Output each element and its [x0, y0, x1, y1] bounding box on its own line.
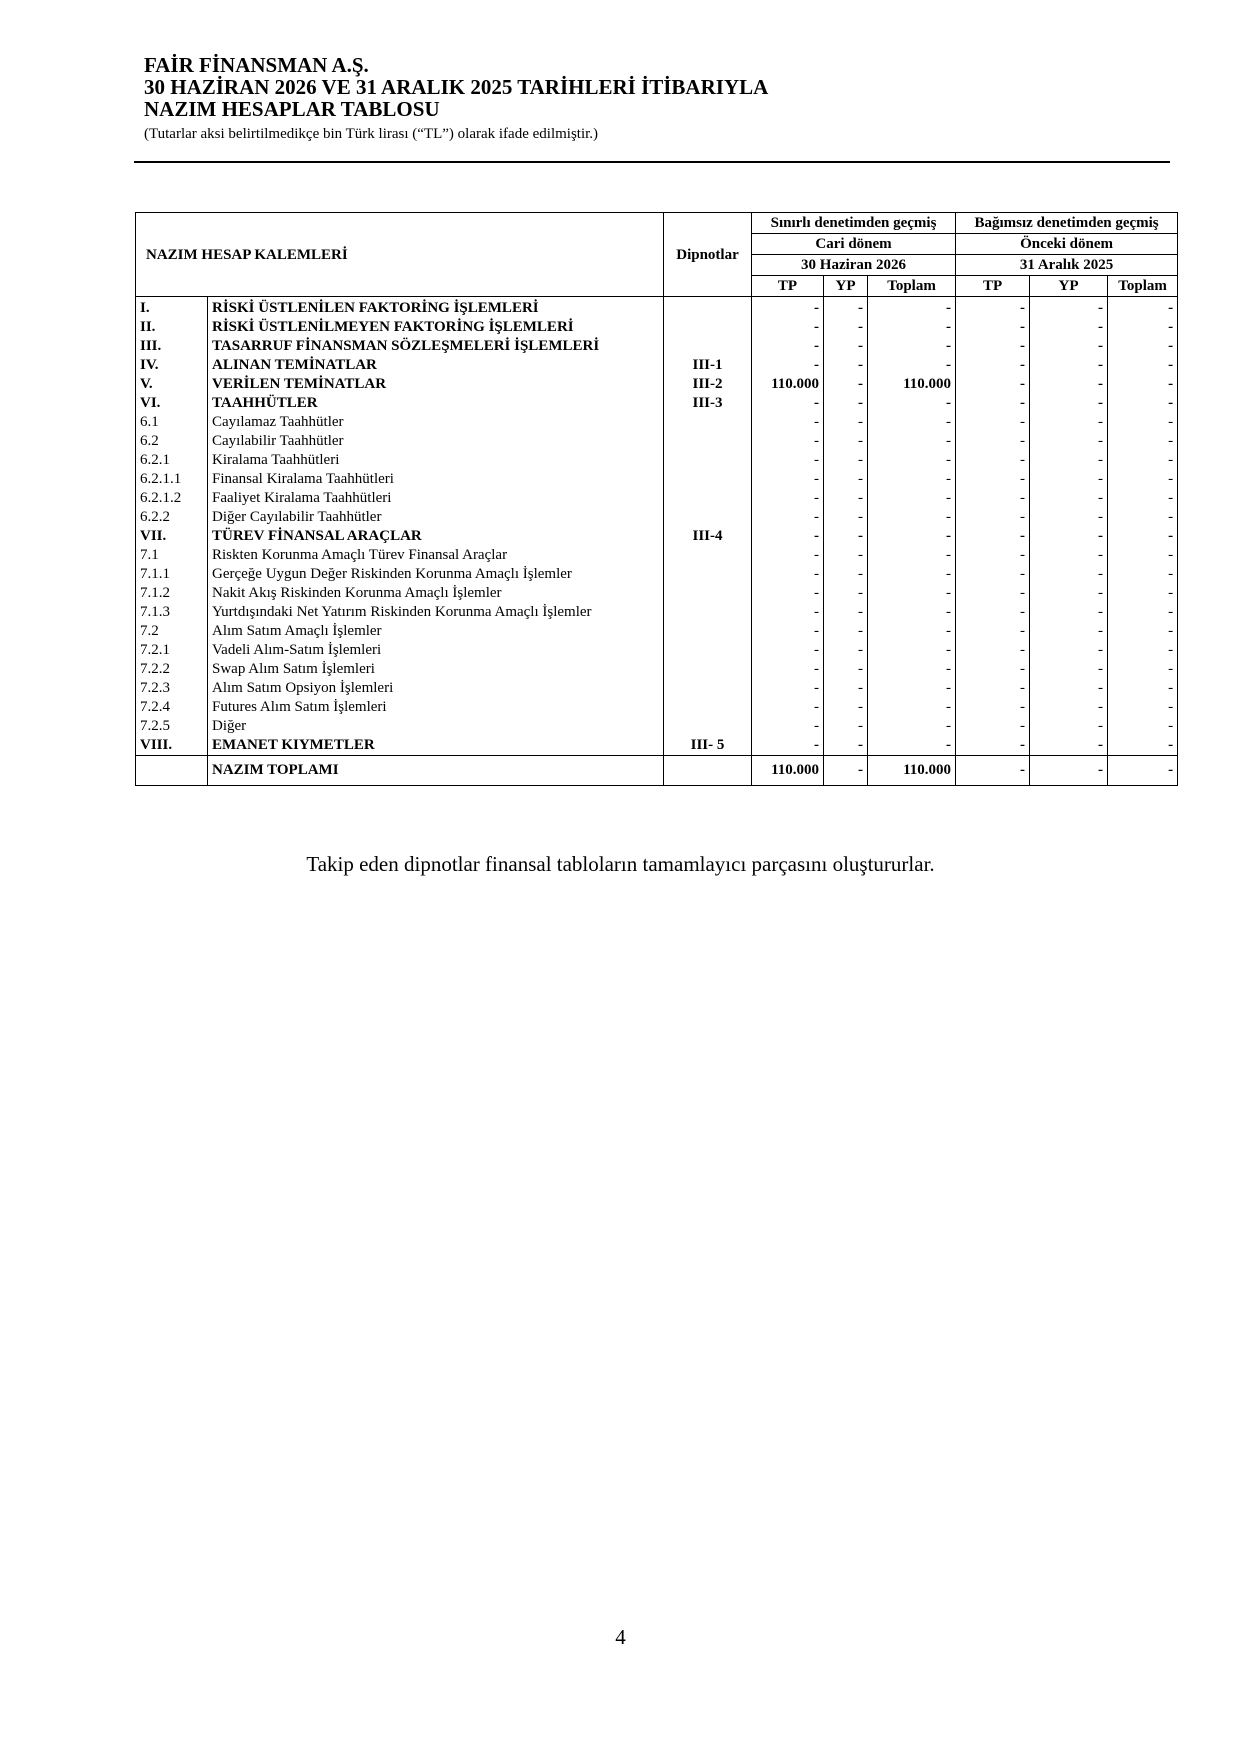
row-note	[664, 297, 752, 319]
total-value: 110.000	[868, 756, 956, 786]
row-note	[664, 641, 752, 660]
table-row	[136, 565, 1178, 584]
row-value: -	[868, 470, 956, 489]
prior-period-header: Önceki dönem	[956, 234, 1178, 255]
row-value: -	[752, 432, 824, 451]
statement-dates: 30 HAZİRAN 2026 VE 31 ARALIK 2025 TARİHLERİ İTİBARIYLA	[144, 75, 769, 99]
row-code: I.	[136, 297, 208, 319]
table-row	[136, 375, 1178, 394]
row-value: -	[824, 297, 868, 319]
row-note	[664, 432, 752, 451]
row-code: IV.	[136, 356, 208, 375]
prior-audit-header: Bağımsız denetimden geçmiş	[956, 213, 1178, 234]
row-code: 7.2.5	[136, 717, 208, 736]
row-value: -	[1108, 527, 1178, 546]
prior-date-header: 31 Aralık 2025	[956, 255, 1178, 276]
row-value: -	[956, 356, 1030, 375]
table-row	[136, 470, 1178, 489]
row-value: -	[752, 451, 824, 470]
row-code: VIII.	[136, 736, 208, 756]
row-value: -	[1108, 318, 1178, 337]
row-label: TASARRUF FİNANSMAN SÖZLEŞMELERİ İŞLEMLERİ	[208, 337, 664, 356]
table-row	[136, 489, 1178, 508]
row-value: -	[752, 546, 824, 565]
row-value: -	[868, 413, 956, 432]
row-value: -	[1108, 394, 1178, 413]
table-row	[136, 318, 1178, 337]
row-note: III-2	[664, 375, 752, 394]
row-value: -	[868, 660, 956, 679]
row-label: Kiralama Taahhütleri	[208, 451, 664, 470]
row-code: 7.2	[136, 622, 208, 641]
table-row	[136, 660, 1178, 679]
row-note	[664, 565, 752, 584]
off-balance-sheet-table	[135, 212, 1178, 786]
row-value: -	[868, 527, 956, 546]
total-code-cell	[136, 756, 208, 786]
sub-column-header: Toplam	[1108, 276, 1178, 297]
row-value: -	[868, 546, 956, 565]
row-note	[664, 603, 752, 622]
row-value: -	[1108, 565, 1178, 584]
notes-column-header: Dipnotlar	[664, 213, 752, 297]
row-value: -	[956, 451, 1030, 470]
row-note	[664, 717, 752, 736]
row-value: -	[1030, 641, 1108, 660]
row-value: -	[1030, 527, 1108, 546]
row-value: -	[1030, 660, 1108, 679]
row-value: -	[868, 356, 956, 375]
row-value: -	[824, 641, 868, 660]
statement-title: NAZIM HESAPLAR TABLOSU	[144, 97, 440, 121]
row-value: -	[868, 565, 956, 584]
row-value: -	[1108, 297, 1178, 319]
row-value: -	[752, 565, 824, 584]
row-code: 6.1	[136, 413, 208, 432]
row-value: -	[1030, 717, 1108, 736]
row-value: -	[752, 297, 824, 319]
row-value: -	[956, 413, 1030, 432]
row-value: -	[1108, 698, 1178, 717]
sub-column-header: TP	[752, 276, 824, 297]
document-header	[144, 54, 1174, 144]
total-row	[136, 756, 1178, 786]
row-code: 7.2.1	[136, 641, 208, 660]
row-value: -	[752, 679, 824, 698]
row-value: -	[1030, 698, 1108, 717]
row-value: -	[1108, 470, 1178, 489]
row-value: -	[956, 546, 1030, 565]
row-value: -	[752, 470, 824, 489]
row-value: -	[1030, 622, 1108, 641]
row-label: Diğer	[208, 717, 664, 736]
row-value: -	[1030, 337, 1108, 356]
row-value: -	[1108, 489, 1178, 508]
row-value: -	[824, 470, 868, 489]
row-value: -	[868, 318, 956, 337]
row-label: Yurtdışındaki Net Yatırım Riskinden Korunma Amaçlı İşlemler	[208, 603, 664, 622]
row-value: -	[1108, 584, 1178, 603]
current-date-header: 30 Haziran 2026	[752, 255, 956, 276]
row-value: -	[824, 527, 868, 546]
row-code: V.	[136, 375, 208, 394]
table-row	[136, 394, 1178, 413]
row-value: -	[824, 508, 868, 527]
row-code: 7.2.4	[136, 698, 208, 717]
row-value: -	[956, 470, 1030, 489]
row-value: -	[824, 698, 868, 717]
row-value: -	[1030, 508, 1108, 527]
row-value: -	[1108, 660, 1178, 679]
row-note	[664, 451, 752, 470]
current-period-header: Cari dönem	[752, 234, 956, 255]
row-value: -	[824, 356, 868, 375]
row-note	[664, 679, 752, 698]
row-value: -	[1030, 584, 1108, 603]
row-value: -	[956, 508, 1030, 527]
row-value: -	[868, 622, 956, 641]
row-code: 7.1.2	[136, 584, 208, 603]
row-value: -	[1030, 297, 1108, 319]
row-note	[664, 470, 752, 489]
row-value: -	[752, 394, 824, 413]
row-code: II.	[136, 318, 208, 337]
row-value: 110.000	[752, 375, 824, 394]
row-value: -	[824, 546, 868, 565]
row-note: III-3	[664, 394, 752, 413]
current-audit-header: Sınırlı denetimden geçmiş	[752, 213, 956, 234]
row-value: 110.000	[868, 375, 956, 394]
row-value: -	[1030, 565, 1108, 584]
row-value: -	[956, 394, 1030, 413]
row-code: VII.	[136, 527, 208, 546]
row-value: -	[1108, 717, 1178, 736]
row-value: -	[1108, 375, 1178, 394]
table-row	[136, 356, 1178, 375]
row-code: 6.2.1.2	[136, 489, 208, 508]
row-value: -	[956, 565, 1030, 584]
row-label: Alım Satım Amaçlı İşlemler	[208, 622, 664, 641]
row-code: 6.2.2	[136, 508, 208, 527]
total-value: -	[1030, 756, 1108, 786]
row-value: -	[752, 584, 824, 603]
table-row	[136, 297, 1178, 319]
row-value: -	[752, 660, 824, 679]
row-value: -	[752, 337, 824, 356]
row-value: -	[824, 489, 868, 508]
row-value: -	[1030, 736, 1108, 756]
row-value: -	[1030, 603, 1108, 622]
row-value: -	[824, 736, 868, 756]
sub-column-header: TP	[956, 276, 1030, 297]
row-value: -	[824, 337, 868, 356]
row-label: TÜREV FİNANSAL ARAÇLAR	[208, 527, 664, 546]
row-value: -	[1108, 736, 1178, 756]
row-value: -	[1030, 318, 1108, 337]
row-note	[664, 318, 752, 337]
row-label: RİSKİ ÜSTLENİLEN FAKTORİNG İŞLEMLERİ	[208, 297, 664, 319]
row-note	[664, 546, 752, 565]
row-value: -	[956, 337, 1030, 356]
row-label: RİSKİ ÜSTLENİLMEYEN FAKTORİNG İŞLEMLERİ	[208, 318, 664, 337]
row-value: -	[1030, 679, 1108, 698]
row-value: -	[956, 432, 1030, 451]
row-value: -	[824, 660, 868, 679]
row-value: -	[752, 622, 824, 641]
row-note: III-1	[664, 356, 752, 375]
row-code: 7.2.3	[136, 679, 208, 698]
row-value: -	[868, 394, 956, 413]
row-value: -	[956, 603, 1030, 622]
items-column-header: NAZIM HESAP KALEMLERİ	[136, 213, 664, 297]
row-value: -	[824, 717, 868, 736]
row-code: III.	[136, 337, 208, 356]
row-code: 6.2.1.1	[136, 470, 208, 489]
row-value: -	[868, 297, 956, 319]
row-label: Cayılamaz Taahhütler	[208, 413, 664, 432]
row-value: -	[824, 432, 868, 451]
row-label: Gerçeğe Uygun Değer Riskinden Korunma Amaçlı İşlemler	[208, 565, 664, 584]
row-value: -	[1030, 546, 1108, 565]
row-value: -	[1108, 432, 1178, 451]
table-row	[136, 432, 1178, 451]
row-note	[664, 413, 752, 432]
row-value: -	[868, 489, 956, 508]
row-value: -	[1108, 451, 1178, 470]
row-value: -	[868, 679, 956, 698]
row-value: -	[868, 432, 956, 451]
row-value: -	[868, 337, 956, 356]
row-value: -	[752, 489, 824, 508]
row-value: -	[1030, 356, 1108, 375]
table-row	[136, 451, 1178, 470]
row-value: -	[824, 413, 868, 432]
total-value: -	[824, 756, 868, 786]
sub-column-header: Toplam	[868, 276, 956, 297]
row-value: -	[752, 698, 824, 717]
row-value: -	[1030, 413, 1108, 432]
page-number: 4	[615, 1625, 626, 1649]
table-row	[136, 603, 1178, 622]
row-value: -	[1030, 375, 1108, 394]
row-value: -	[868, 603, 956, 622]
row-label: EMANET KIYMETLER	[208, 736, 664, 756]
row-value: -	[824, 584, 868, 603]
row-value: -	[752, 603, 824, 622]
table-row	[136, 679, 1178, 698]
row-value: -	[956, 736, 1030, 756]
row-label: Futures Alım Satım İşlemleri	[208, 698, 664, 717]
row-note	[664, 698, 752, 717]
row-code: 7.1.1	[136, 565, 208, 584]
row-label: Alım Satım Opsiyon İşlemleri	[208, 679, 664, 698]
row-value: -	[824, 451, 868, 470]
row-note	[664, 489, 752, 508]
row-code: 6.2.1	[136, 451, 208, 470]
table-row	[136, 527, 1178, 546]
table-row	[136, 337, 1178, 356]
row-note	[664, 337, 752, 356]
row-value: -	[752, 736, 824, 756]
row-label: Finansal Kiralama Taahhütleri	[208, 470, 664, 489]
row-code: 7.2.2	[136, 660, 208, 679]
total-label: NAZIM TOPLAMI	[208, 756, 664, 786]
row-value: -	[752, 641, 824, 660]
row-code: 7.1	[136, 546, 208, 565]
row-value: -	[1108, 679, 1178, 698]
row-code: VI.	[136, 394, 208, 413]
table-row	[136, 413, 1178, 432]
row-code: 6.2	[136, 432, 208, 451]
row-value: -	[1030, 432, 1108, 451]
row-value: -	[1108, 622, 1178, 641]
table-row	[136, 698, 1178, 717]
row-label: TAAHHÜTLER	[208, 394, 664, 413]
row-value: -	[956, 297, 1030, 319]
row-value: -	[868, 508, 956, 527]
row-value: -	[752, 356, 824, 375]
row-value: -	[868, 641, 956, 660]
row-value: -	[1108, 356, 1178, 375]
row-value: -	[1108, 508, 1178, 527]
row-value: -	[868, 451, 956, 470]
row-value: -	[824, 394, 868, 413]
company-name: FAİR FİNANSMAN A.Ş.	[144, 53, 369, 77]
row-label: VERİLEN TEMİNATLAR	[208, 375, 664, 394]
row-value: -	[956, 717, 1030, 736]
sub-column-header: YP	[824, 276, 868, 297]
row-value: -	[1030, 394, 1108, 413]
row-value: -	[752, 318, 824, 337]
row-value: -	[868, 584, 956, 603]
row-value: -	[1030, 451, 1108, 470]
row-value: -	[956, 527, 1030, 546]
row-note	[664, 660, 752, 679]
row-value: -	[824, 565, 868, 584]
row-note	[664, 584, 752, 603]
row-label: Faaliyet Kiralama Taahhütleri	[208, 489, 664, 508]
table-row	[136, 508, 1178, 527]
row-label: ALINAN TEMİNATLAR	[208, 356, 664, 375]
row-value: -	[752, 717, 824, 736]
row-value: -	[1108, 337, 1178, 356]
row-value: -	[956, 584, 1030, 603]
row-code: 7.1.3	[136, 603, 208, 622]
row-label: Riskten Korunma Amaçlı Türev Finansal Araçlar	[208, 546, 664, 565]
row-value: -	[956, 489, 1030, 508]
table-row	[136, 717, 1178, 736]
row-value: -	[824, 679, 868, 698]
row-value: -	[868, 717, 956, 736]
row-value: -	[752, 413, 824, 432]
row-value: -	[752, 527, 824, 546]
row-note	[664, 622, 752, 641]
row-label: Cayılabilir Taahhütler	[208, 432, 664, 451]
table-row	[136, 546, 1178, 565]
row-note: III-4	[664, 527, 752, 546]
row-value: -	[956, 641, 1030, 660]
row-value: -	[1030, 470, 1108, 489]
row-value: -	[824, 603, 868, 622]
table-row	[136, 641, 1178, 660]
total-note-cell	[664, 756, 752, 786]
row-note	[664, 508, 752, 527]
row-value: -	[868, 736, 956, 756]
total-value: 110.000	[752, 756, 824, 786]
row-note: III- 5	[664, 736, 752, 756]
row-value: -	[824, 375, 868, 394]
row-value: -	[956, 660, 1030, 679]
table-row	[136, 584, 1178, 603]
row-value: -	[752, 508, 824, 527]
row-value: -	[1108, 603, 1178, 622]
row-label: Nakit Akış Riskinden Korunma Amaçlı İşlemler	[208, 584, 664, 603]
row-label: Vadeli Alım-Satım İşlemleri	[208, 641, 664, 660]
row-label: Swap Alım Satım İşlemleri	[208, 660, 664, 679]
row-value: -	[868, 698, 956, 717]
total-value: -	[1108, 756, 1178, 786]
row-label: Diğer Cayılabilir Taahhütler	[208, 508, 664, 527]
row-value: -	[1108, 641, 1178, 660]
row-value: -	[1030, 489, 1108, 508]
total-value: -	[956, 756, 1030, 786]
row-value: -	[956, 375, 1030, 394]
row-value: -	[1108, 413, 1178, 432]
table-row	[136, 736, 1178, 756]
row-value: -	[956, 679, 1030, 698]
row-value: -	[956, 622, 1030, 641]
table-row	[136, 622, 1178, 641]
row-value: -	[956, 318, 1030, 337]
row-value: -	[824, 622, 868, 641]
currency-note: (Tutarlar aksi belirtilmedikçe bin Türk lirası (“TL”) olarak ifade edilmiştir.)	[144, 126, 599, 142]
footnote-text: Takip eden dipnotlar finansal tabloların tamamlayıcı parçasını oluştururlar.	[306, 852, 935, 876]
row-value: -	[956, 698, 1030, 717]
row-value: -	[824, 318, 868, 337]
sub-column-header: YP	[1030, 276, 1108, 297]
header-divider	[134, 161, 1170, 163]
row-value: -	[1108, 546, 1178, 565]
